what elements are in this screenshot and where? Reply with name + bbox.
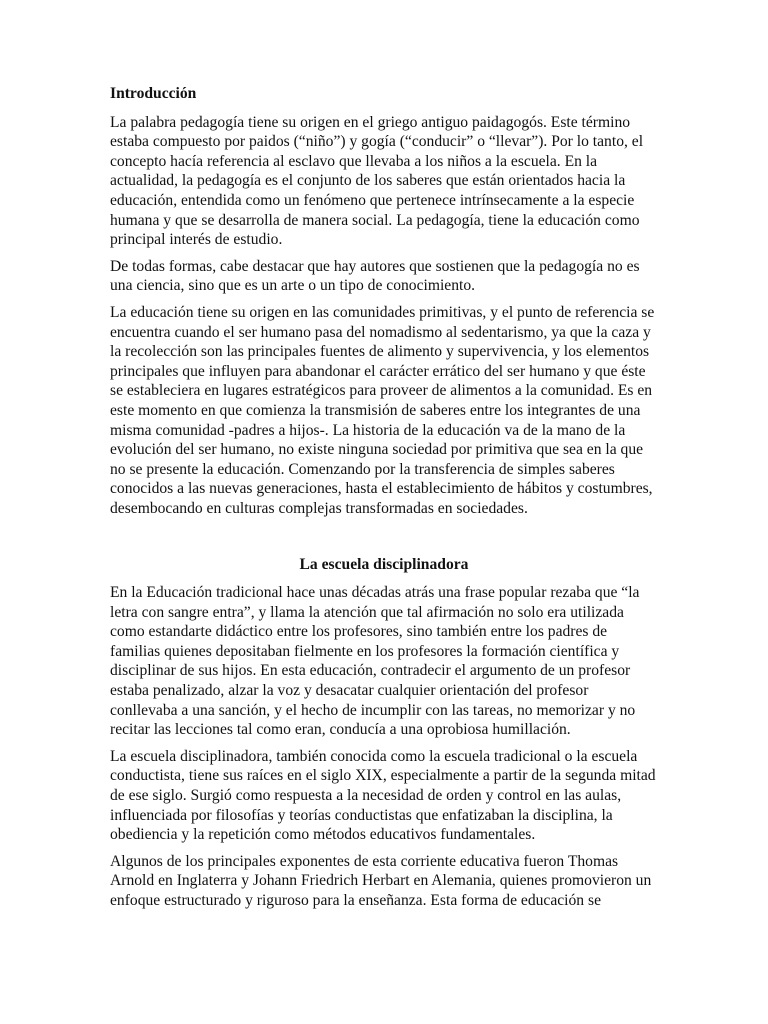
paragraph-escuela-conductista: La escuela disciplinadora, también conocida como la escuela tradicional o la escuela conductista, tiene sus raíces en el siglo XIX, especialmente a partir de la segunda mitad de ese siglo. Surgió como respuesta a la necesidad de orden y control en las aulas, influenciada por filosofías y teorías conductistas que enfatizaban la disciplina, la obediencia y la repetición como métodos educativos fundamentales. (110, 747, 656, 844)
paragraph-pedagogia-arte: De todas formas, cabe destacar que hay autores que sostienen que la pedagogía no es una ciencia, sino que es un arte o un tipo de conocimiento. (110, 257, 640, 295)
section-spacer (110, 525, 658, 555)
paragraph-educacion-origen: La educación tiene su origen en las comunidades primitivas, y el punto de referencia se encuentra cuando el ser humano pasa del nomadismo al sedentarismo, ya que la caza y la recolección son las principales fuentes de alimento y supervivencia, y los elementos principales que influyen para abandonar el carácter errático del ser humano y que éste se estableciera en lugares estratégicos para proveer de alimentos a la comunidad. Es en este momento en que comienza la transmisión de saberes entre los integrantes de una misma comunidad -padres a hijos-. La historia de la educación va de la mano de la evolución del ser humano, no existe ninguna sociedad por primitiva que sea en la que no se presente la educación. Comenzando por la transferencia de simples saberes conocidos a las nuevas generaciones, hasta el establecimiento de hábitos y costumbres, desembocando en culturas complejas transformadas en sociedades. (110, 303, 655, 517)
document-page (110, 84, 658, 918)
heading-introduccion: Introducción (110, 85, 197, 102)
paragraph-exponentes: Algunos de los principales exponentes de esta corriente educativa fueron Thomas Arnold en Inglaterra y Johann Friedrich Herbart en Alemania, quienes promovieron un enfoque estructurado y riguroso para la enseñanza. Esta forma de educación se (110, 852, 652, 909)
paragraph-pedagogia-origen: La palabra pedagogía tiene su origen en el griego antiguo paidagogós. Este término estaba compuesto por paidos (“niño”) y gogía (“conducir” o “llevar”). Por lo tanto, el concepto hacía referencia al esclavo que llevaba a los niños a la escuela. En la actualidad, la pedagogía es el conjunto de los saberes que están orientados hacia la educación, entendida como un fenómeno que pertenece intrínsecamente a la especie humana y que se desarrolla de manera social. La pedagogía, tiene la educación como principal interés de estudio. (110, 113, 644, 249)
paragraph-educacion-tradicional: En la Educación tradicional hace unas décadas atrás una frase popular rezaba que “la letra con sangre entra”, y llama la atención que tal afirmación no solo era utilizada como estandarte didáctico entre los profesores, sino también entre los padres de familias quienes depositaban fielmente en los profesores la formación científica y disciplinar de sus hijos. En esta educación, contradecir el argumento de un profesor estaba penalizado, alzar la voz y desacatar cualquier orientación del profesor conllevaba a una sanción, y el hecho de incumplir con las tareas, no memorizar y no recitar las lecciones tal como eran, conducía a una oprobiosa humillación. (110, 584, 640, 739)
heading-escuela-disciplinadora: La escuela disciplinadora (299, 556, 469, 574)
